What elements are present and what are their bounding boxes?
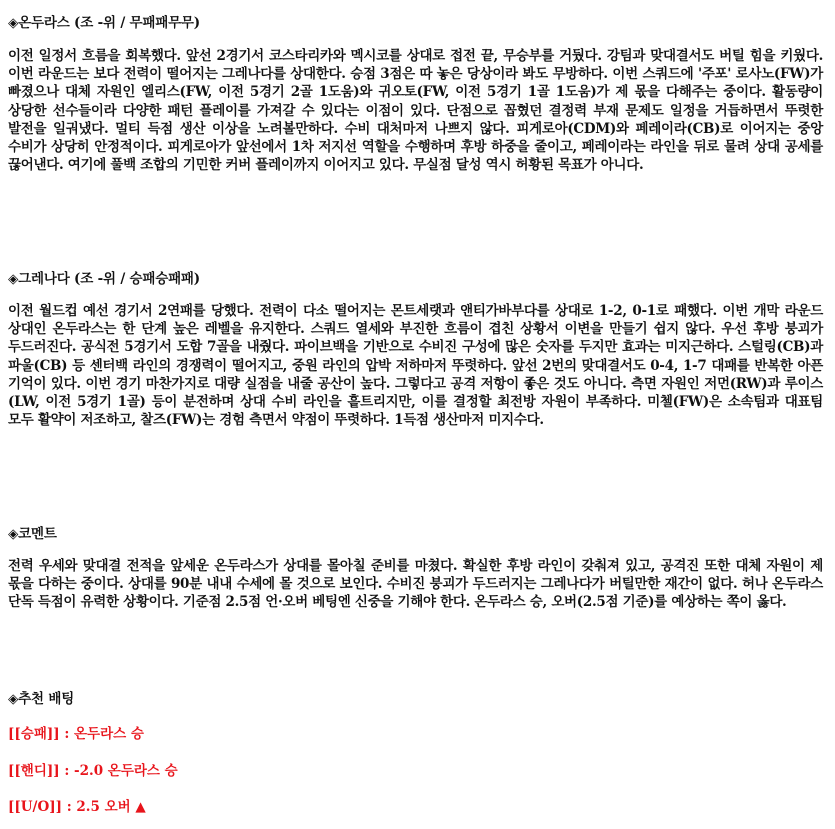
section-body-grenada: 이전 월드컵 예선 경기서 2연패를 당했다. 전력이 다소 떨어지는 몬트세랫과 앤티가바부다를 상대로 1-2, 0-1로 패했다. 이번 개막 라운드 상대인 온두라스는 한 단계 높은 레벨을 유지한다. 스쿼드 열세와 부진한 흐름이 겹친 상황서 이변을 만들기 쉽지 않다. 우선 후방 붕괴가 두드러진다. 공식전 5경기서 도합 7골을 내줬다. 파이브백을 기반으로 수비진 구성에 많은 숫자를 두지만 효과는 미지근하다. 스털링(CB)과 파울(CB) 등 센터백 라인의 경쟁력이 떨어지고, 중원 라인의 압박 저하마저 뚜렷하다. 앞선 2번의 맞대결서도 0-4, 1-7 대패를 반복한 아픈 기억이 있다. 이번 경기 마찬가지로 대량 실점을 내줄 공산이 높다. 그렇다고 공격 저항이 좋은 것도 아니다. 측면 자원인 저먼(RW)과 루이스(LW, 이전 5경기 1골) 등이 분전하며 상대 수비 라인을 흩트리지만, 이를 결정할 최전방 자원이 부족하다. 미첼(FW)은 소속팀과 대표팀 모두 활약이 저조하고, 찰즈(FW)는 경험 측면서 약점이 뚜렷하다. 1득점 생산마저 미지수다. — [8, 303, 823, 429]
section-body-honduras: 이전 일정서 흐름을 회복했다. 앞선 2경기서 코스타리카와 멕시코를 상대로 접전 끝, 무승부를 거뒀다. 강팀과 맞대결서도 버틸 힘을 키웠다. 이번 라운드는 보다 전력이 떨어지는 그레나다를 상대한다. 승점 3점은 따 놓은 당상이라 봐도 무방하다. 이번 스쿼드에 '주포' 로사노(FW)가 빠졌으나 대체 자원인 엘리스(FW, 이전 5경기 2골 1도움)와 귀오토(FW, 이전 5경기 1골 1도움)가 제 몫을 다해주는 중이다. 활동량이 상당한 선수들이라 다양한 패턴 플레이를 가져갈 수 있다는 이점이 있다. 단점으로 꼽혔던 결정력 부재 문제도 일정을 거듭하면서 뚜렷한 발전을 일궈냈다. 멀티 득점 생산 이상을 노려볼만하다. 수비 대처마저 나쁘지 않다. 피게로아(CDM)와 페레이라(CB)로 이어지는 중앙 수비가 상당히 안정적이다. 피게로아가 앞선에서 1차 저지선 역할을 수행하며 후방 하중을 줄이고, 페레이라는 라인을 뒤로 물려 상대 공세를 끊어낸다. 여기에 풀백 조합의 기민한 커버 플레이까지 이어지고 있다. 무실점 달성 역시 허황된 목표가 아니다. — [8, 48, 823, 174]
section-heading-grenada: ◈그레나다 (조 -위 / 승패승패패) — [8, 271, 200, 287]
section-heading-honduras: ◈온두라스 (조 -위 / 무패패무무) — [8, 15, 200, 31]
section-body-comment: 전력 우세와 맞대결 전적을 앞세운 온두라스가 상대를 몰아칠 준비를 마쳤다. 확실한 후방 라인이 갖춰져 있고, 공격진 또한 대체 자원이 제 몫을 다하는 중이다. 상대를 90분 내내 수세에 몰 것으로 보인다. 수비진 붕괴가 두드러지는 그레나다가 버틸만한 재간이 없다. 허나 온두라스 단독 득점이 유력한 상황이다. 기준점 2.5점 언·오버 베팅엔 신중을 기해야 한다. 온두라스 승, 오버(2.5점 기준)를 예상하는 쪽이 옳다. — [8, 558, 823, 611]
up-arrow-icon: ▲ — [135, 799, 146, 815]
bet-win-loss: [[승패]] : 온두라스 승 — [8, 726, 144, 742]
bet-under-over-label: [[U/O]] : 2.5 오버 — [8, 799, 131, 815]
section-heading-comment: ◈코멘트 — [8, 526, 57, 542]
bet-handicap: [[핸디]] : -2.0 온두라스 승 — [8, 763, 178, 779]
section-heading-recommend: ◈추천 배팅 — [8, 691, 75, 707]
bet-under-over — [8, 798, 146, 816]
